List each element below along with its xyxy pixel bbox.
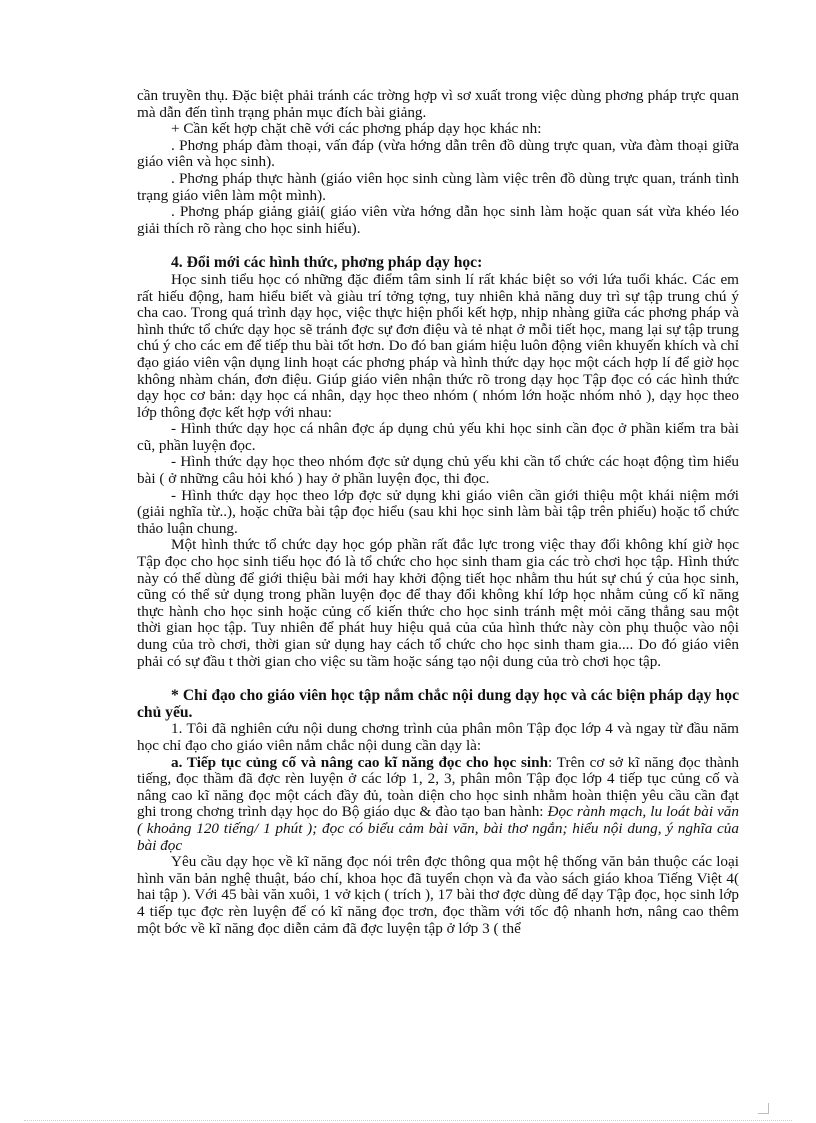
page-corner-mark (758, 1103, 769, 1114)
list-item-conversation-method: . Phơng pháp đàm thoại, vấn đáp (vừa hớng dẫn trên đồ dùng trực quan, vừa đàm thoại giữa giáo viên và học sinh). (137, 136, 739, 171)
reading-skills-text: : Trên cơ sở kĩ năng đọc thành tiếng, đọc thầm đã đợc rèn luyện ở các lớp 1, 2, 3, phân môn Tập đọc lớp 4 tiếp tục củng cố và nâng cao kĩ năng đọc một cách đầy đủ, toàn diện cho học sinh nhằm hoàn thiện yêu cầu cần đạt ghi trong chơng trình dạy học do Bộ giáo dục & đào tạo ban hành: (137, 753, 739, 821)
paragraph-curriculum-study: 1. Tôi đã nghiên cứu nội dung chơng trình của phân môn Tập đọc lớp 4 và ngay từ đầu năm học chỉ đạo cho giáo viên nắm chắc nội dung cần dạy là: (137, 720, 739, 754)
list-item-practice-method: . Phơng pháp thực hành (giáo viên học sinh cùng làm việc trên đồ dùng trực quan, tránh tình trạng giáo viên làm một mình). (137, 169, 739, 204)
paragraph-visual-aid-caution: cần truyền thụ. Đặc biệt phải tránh các trờng hợp vì sơ xuất trong việc dùng phơng pháp trực quan mà dẫn đến tình trạng phản mục đích bài giảng. (137, 87, 739, 121)
list-item-group-teaching: - Hình thức dạy học theo nhóm đợc sử dụng chủ yếu khi cần tổ chức các hoạt động tìm hiểu bài ( ở những câu hỏi khó ) hay ở phần luyện đọc, thi đọc. (137, 453, 739, 488)
paragraph-reading-skills (137, 755, 739, 855)
list-item-explanation-method: . Phơng pháp giảng giải( giáo viên vừa hớng dẫn học sinh làm hoặc quan sát vừa khéo léo giải thích rõ ràng cho học sinh hiểu). (137, 203, 739, 237)
paragraph-combine-methods: + Cần kết hợp chặt chẽ với các phơng pháp dạy học khác nh: (171, 120, 542, 138)
paragraph-text-system: Yêu cầu dạy học về kĩ năng đọc nói trên đợc thông qua một hệ thống văn bản thuộc các loại hình văn bản nghệ thuật, báo chí, khoa học đã tuyển chọn và đa vào sách giáo khoa Tiếng Việt 4( hai tập ). Với 45 bài văn xuôi, 1 vở kịch ( trích ), 17 bài thơ đợc dùng để dạy Tập đọc, học sinh lớp 4 tiếp tục đợc rèn luyện để có kĩ năng đọc trơn, đọc thầm với tốc độ nhanh hơn, nâng cao thêm một bớc về kĩ năng đọc diễn cảm đã đợc luyện tập ở lớp 3 ( thể (137, 853, 739, 937)
section-heading-content-guidance: * Chỉ đạo cho giáo viên học tập nắm chắc nội dung dạy học và các biện pháp dạy học chủ yếu. (137, 687, 739, 721)
subheading-reading-skills: a. Tiếp tục củng cố và nâng cao kĩ năng đọc cho học sinh (171, 753, 549, 771)
reading-skills-requirement: Đọc rành mạch, lu loát bài văn ( khoảng 120 tiếng/ 1 phút ); đọc có biểu cảm bài văn, bài thơ ngắn; hiểu nội dung, ý nghĩa của bài đọc (137, 803, 739, 854)
paragraph-student-characteristics: Học sinh tiểu học có những đặc điểm tâm sinh lí rất khác biệt so với lứa tuổi khác. Các em rất hiếu động, ham hiểu biết và giàu trí tởng tợng, tuy nhiên khả năng duy trì sự tập trung chú ý cha cao. Trong quá trình dạy học, việc thực hiện phối kết hợp, nhịp nhàng giữa các phơng pháp và hình thức tổ chức dạy học sẽ tránh đợc sự đơn điệu và tẻ nhạt ở mỗi tiết học, mang lại sự tập trung chú ý cho các em để tiếp thu bài tốt hơn. Do đó ban giám hiệu luôn động viên khuyến khích và chỉ đạo giáo viên vận dụng linh hoạt các phơng pháp và hình thức dạy học một cách hợp lí để giờ học không nhàm chán, đơn điệu. Giúp giáo viên nhận thức rõ trong dạy học Tập đọc có các hình thức dạy học cơ bản: dạy học cá nhân, dạy học theo nhóm ( nhóm lớn hoặc nhóm nhỏ ), dạy học theo lớp thông đợc kết hợp với nhau: (137, 270, 739, 421)
list-item-class-teaching: - Hình thức dạy học theo lớp đợc sử dụng khi giáo viên cần giới thiệu một khái niệm mới (giải nghĩa từ..), hoặc chữa bài tập đọc hiểu (sau khi học sinh làm bài tập trên phiếu) hoặc tổ chức thảo luận chung. (137, 486, 739, 537)
list-item-individual-teaching: - Hình thức dạy học cá nhân đợc áp dụng chủ yếu khi học sinh cần đọc ở phần kiểm tra bài cũ, phần luyện đọc. (137, 420, 739, 454)
page-bottom-divider (24, 1120, 792, 1121)
paragraph-learning-games: Một hình thức tổ chức dạy học góp phần rất đắc lực trong việc thay đổi không khí giờ học Tập đọc cho học sinh tiểu học đó là tổ chức cho học sinh tham gia các trò chơi học tập. Hình thức này có thể dùng để giới thiệu bài mới hay khởi động tiết học nhằm thu hút sự chú ý của học sinh, cũng có thể sử dụng trong phần luyện đọc để thay đổi không khí lớp học nhằm củng cố kĩ năng thực hành cho học sinh hoặc củng cố kiến thức cho học sinh tránh mệt mỏi căng thẳng sau một thời gian học tập. Tuy nhiên để phát huy hiệu quả của của hình thức này còn phụ thuộc vào nội dung của trò chơi, thời gian sử dụng hay cách tổ chức cho học sinh tham gia.... Do đó giáo viên phải có sự đầu t thời gian cho việc su tầm hoặc sáng tạo nội dung của trò chơi học tập. (137, 536, 739, 670)
section-heading-innovation: 4. Đổi mới các hình thức, phơng pháp dạy học: (171, 254, 483, 272)
document-page (137, 88, 739, 937)
